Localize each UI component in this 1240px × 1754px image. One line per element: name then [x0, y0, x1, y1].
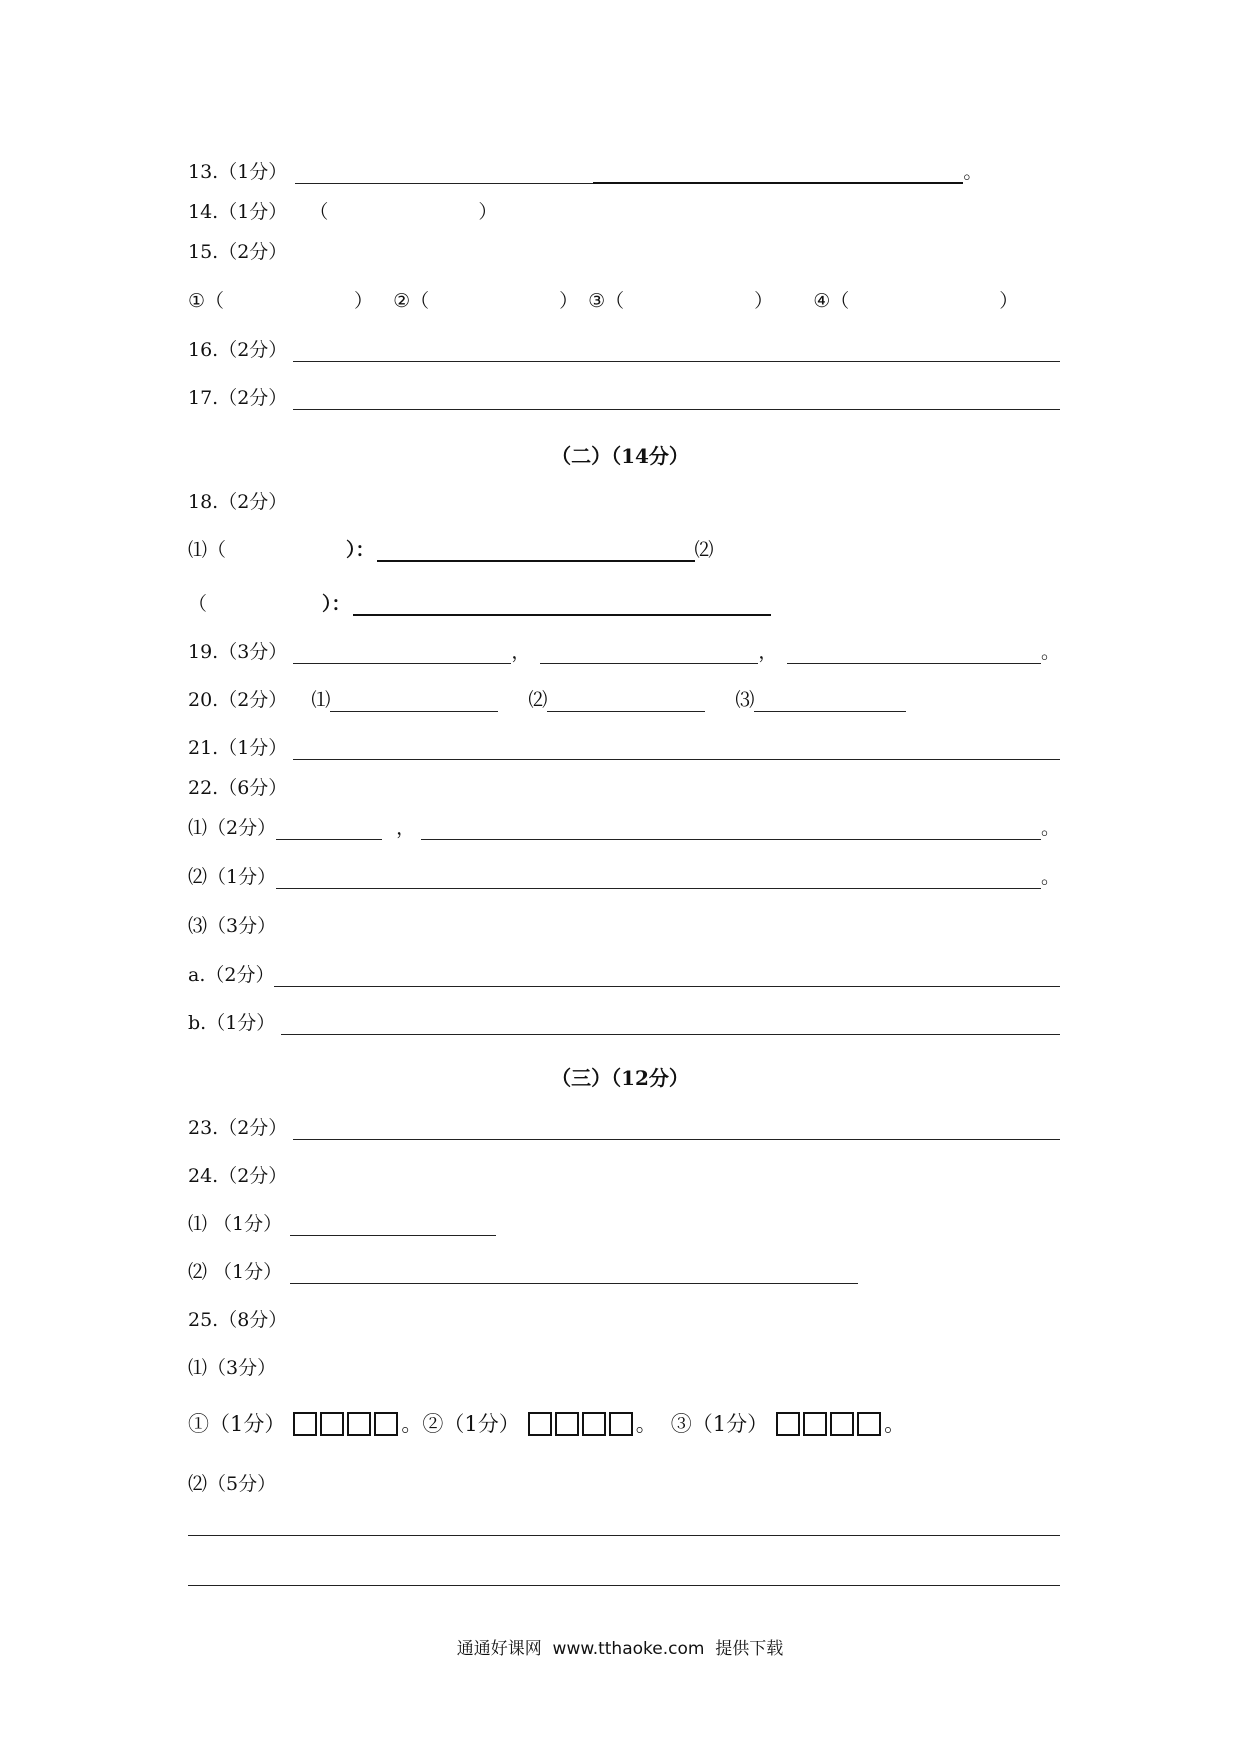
- q14-answer[interactable]: [328, 200, 478, 224]
- q14-open: （: [309, 201, 329, 223]
- q22-label: 22.（6分）: [188, 777, 288, 799]
- char-box[interactable]: [830, 1412, 854, 1436]
- q15-opt4-close: ）: [999, 290, 1019, 312]
- q23-label: 23.（2分）: [188, 1117, 288, 1139]
- q18-sub1-row: [188, 528, 1060, 562]
- q22-row: [188, 766, 1060, 800]
- q22-p2-end: 。: [1040, 866, 1060, 888]
- q15-opt3-close: ）: [754, 290, 774, 312]
- q17-label: 17.（2分）: [188, 387, 288, 409]
- q24-p2-row: [188, 1250, 1060, 1284]
- q22-p2-blank[interactable]: [276, 864, 1041, 889]
- q24-p1-row: [188, 1202, 1060, 1236]
- q22-b-row: [188, 1001, 1060, 1035]
- q15-opt4-open: ④（: [813, 290, 850, 312]
- q15-opt1-close: ）: [354, 290, 374, 312]
- char-box[interactable]: [320, 1412, 344, 1436]
- q25-char-row: [188, 1404, 1060, 1438]
- q19-blank-3[interactable]: [787, 639, 1041, 664]
- q16-row: [188, 328, 1060, 362]
- q21-blank[interactable]: [293, 735, 1060, 760]
- q25-row: [188, 1298, 1060, 1332]
- q18-sub1-open: ⑴（: [188, 539, 227, 561]
- q16-label: 16.（2分）: [188, 339, 288, 361]
- q18-sub2-mark: ⑵: [694, 539, 714, 561]
- char-box[interactable]: [776, 1412, 800, 1436]
- q21-label: 21.（1分）: [188, 737, 288, 759]
- q15-opt3-answer[interactable]: [624, 289, 754, 313]
- q24-p2-blank[interactable]: [290, 1259, 858, 1284]
- q24-p1-blank[interactable]: [290, 1211, 496, 1236]
- q25-c2-label: ②（1分）: [422, 1412, 520, 1436]
- q25-answer-line-2[interactable]: [188, 1585, 1060, 1586]
- q20-blank-2[interactable]: [547, 687, 705, 712]
- q14-label: 14.（1分）: [188, 201, 288, 223]
- q22-p2-label: ⑵（1分）: [188, 866, 277, 888]
- q25-p1-row: [188, 1346, 1060, 1380]
- q22-a-blank[interactable]: [274, 962, 1060, 987]
- section3-heading: （三）（12分）: [551, 1066, 689, 1090]
- char-box[interactable]: [803, 1412, 827, 1436]
- q18-sub2-open: （: [188, 593, 208, 615]
- q15-label: 15.（2分）: [188, 241, 288, 263]
- q24-row: [188, 1154, 1060, 1188]
- q21-row: [188, 726, 1060, 760]
- char-box[interactable]: [374, 1412, 398, 1436]
- q25-label: 25.（8分）: [188, 1309, 288, 1331]
- char-box[interactable]: [293, 1412, 317, 1436]
- q15-options: [188, 279, 1060, 313]
- q19-sep-1: ，: [511, 641, 531, 663]
- q23-row: [188, 1106, 1060, 1140]
- page-footer: 通通好课网 www.tthaoke.com 提供下载: [456, 1639, 784, 1659]
- q25-c1-label: ①（1分）: [188, 1412, 286, 1436]
- q14-row: [188, 190, 1060, 224]
- q22-b-blank[interactable]: [281, 1010, 1060, 1035]
- q15-opt1-answer[interactable]: [224, 289, 354, 313]
- q20-mark-2: ⑵: [528, 689, 548, 711]
- q22-p1-row: [188, 806, 1060, 840]
- q20-blank-1[interactable]: [330, 687, 498, 712]
- q19-end: 。: [1040, 641, 1060, 663]
- q18-sub1-blank[interactable]: [377, 536, 695, 562]
- q22-p1-end: 。: [1040, 817, 1060, 839]
- q25-p1-label: ⑴（3分）: [188, 1357, 277, 1379]
- q22-a-row: [188, 953, 1060, 987]
- q22-p1-label: ⑴（2分）: [188, 817, 277, 839]
- q13-blank-a[interactable]: [295, 159, 593, 184]
- q22-p3-row: [188, 904, 1060, 938]
- q19-blank-2[interactable]: [540, 639, 758, 664]
- q20-label: 20.（2分）: [188, 689, 288, 711]
- q20-row: [188, 678, 1060, 712]
- q15-opt4-answer[interactable]: [849, 289, 999, 313]
- q18-row: [188, 480, 1060, 514]
- q20-mark-3: ⑶: [735, 689, 755, 711]
- q13-end: 。: [963, 161, 983, 183]
- q25-c3-end: 。: [884, 1412, 906, 1436]
- q18-sub1-answer[interactable]: [226, 538, 346, 562]
- q15-opt2-answer[interactable]: [429, 289, 559, 313]
- q18-sub2-blank[interactable]: [353, 590, 771, 616]
- char-box[interactable]: [609, 1412, 633, 1436]
- q23-blank[interactable]: [293, 1115, 1060, 1140]
- q22-p3-label: ⑶（3分）: [188, 915, 277, 937]
- q22-b-label: b.（1分）: [188, 1012, 276, 1034]
- q15-opt2-open: ②（: [393, 290, 430, 312]
- q20-blank-3[interactable]: [754, 687, 906, 712]
- q24-p1-label: ⑴ （1分）: [188, 1213, 283, 1235]
- char-box[interactable]: [347, 1412, 371, 1436]
- q19-label: 19.（3分）: [188, 641, 288, 663]
- q19-sep-2: ，: [758, 641, 778, 663]
- q13-blank-b[interactable]: [593, 158, 963, 184]
- q22-p2-row: [188, 855, 1060, 889]
- q15-opt1-open: ①（: [188, 290, 225, 312]
- q17-row: [188, 376, 1060, 410]
- q18-sub2-row: [188, 582, 1060, 616]
- q18-sub2-close: ）：: [322, 593, 351, 615]
- q24-p2-label: ⑵ （1分）: [188, 1261, 283, 1283]
- char-box[interactable]: [582, 1412, 606, 1436]
- q15-opt3-open: ③（: [588, 290, 625, 312]
- q13-label: 13.（1分）: [188, 161, 288, 183]
- q19-row: [188, 630, 1060, 664]
- q15-opt2-close: ）: [559, 290, 579, 312]
- char-box[interactable]: [555, 1412, 579, 1436]
- q14-close: ）: [478, 201, 498, 223]
- q24-label: 24.（2分）: [188, 1165, 288, 1187]
- q18-sub2-answer[interactable]: [207, 592, 322, 616]
- q25-c1-end: 。: [401, 1412, 423, 1436]
- q25-c3-label: ③（1分）: [670, 1412, 769, 1436]
- q15-row: [188, 230, 1060, 264]
- q22-a-label: a.（2分）: [188, 964, 275, 986]
- q18-sub1-close: ）：: [346, 539, 375, 561]
- q22-p1-sep: ，: [396, 817, 416, 839]
- q17-blank[interactable]: [293, 385, 1060, 410]
- q22-p1-blank-2[interactable]: [421, 815, 1041, 840]
- q18-label: 18.（2分）: [188, 491, 288, 513]
- q19-blank-1[interactable]: [293, 639, 511, 664]
- q25-p2-label: ⑵（5分）: [188, 1473, 277, 1495]
- q20-mark-1: ⑴: [311, 689, 331, 711]
- q25-answer-line-1[interactable]: [188, 1535, 1060, 1536]
- q13-row: [188, 150, 1060, 184]
- q25-c2-end: 。: [635, 1412, 657, 1436]
- char-box[interactable]: [857, 1412, 881, 1436]
- q25-p2-row: [188, 1462, 1060, 1496]
- q22-p1-blank-1[interactable]: [276, 815, 382, 840]
- char-box[interactable]: [528, 1412, 552, 1436]
- q16-blank[interactable]: [293, 337, 1060, 362]
- section2-heading: （二）（14分）: [551, 444, 689, 468]
